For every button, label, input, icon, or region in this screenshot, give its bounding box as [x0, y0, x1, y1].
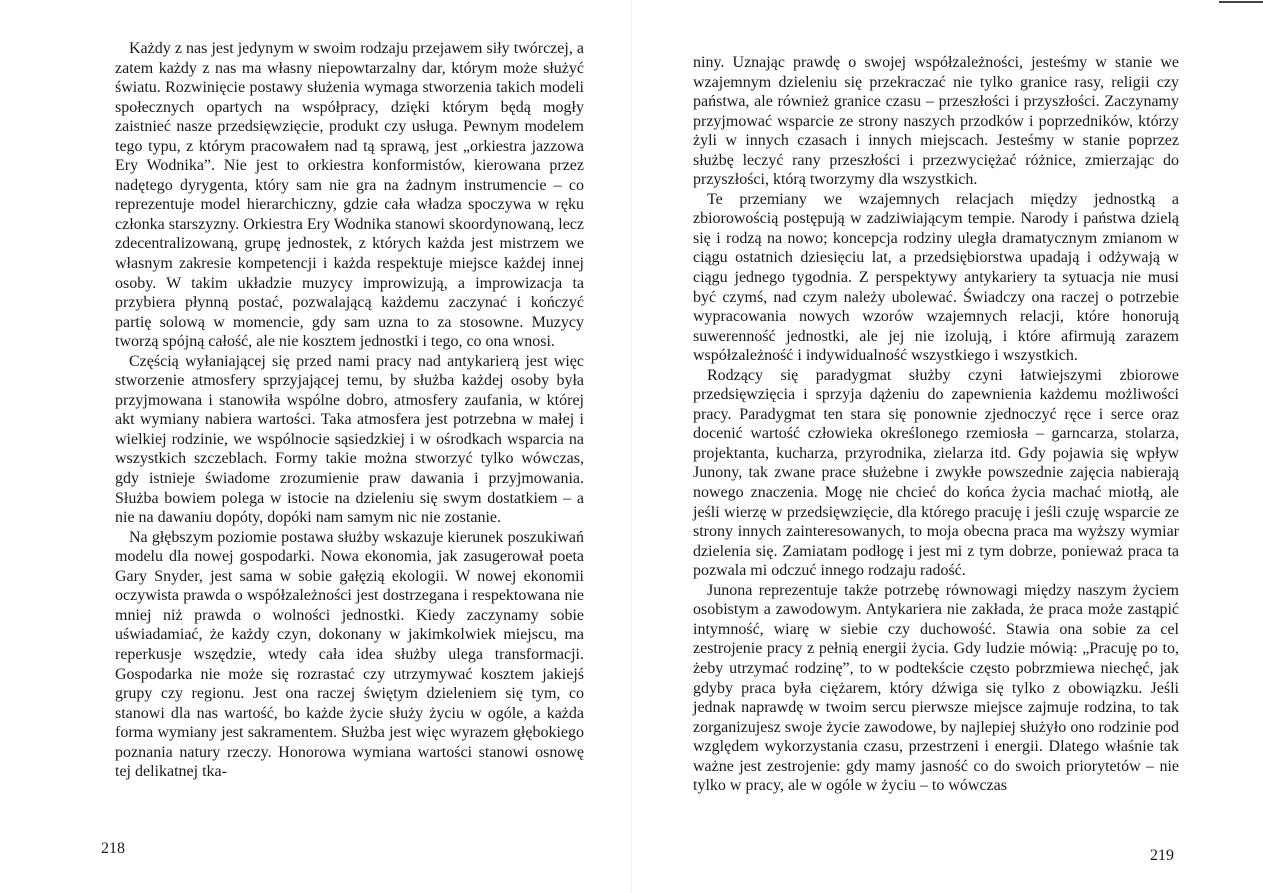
- top-edge-rule: [1219, 1, 1263, 3]
- paragraph: Częścią wyłaniającej się przed nami pracy nad antykarierą jest więc stworzenie atmosfery sprzyjającej temu, by służba każdej osoby była przyjmowana i stanowiła wspólne dobro, atmosfery zaufania, w której akt wymiany nabiera wartości. Taka atmosfera jest potrzebna w małej i wielkiej rodzinie, we wspólnocie sąsiedzkiej i w ośrodkach wsparcia na wszystkich szczeblach. Formy takie można stworzyć tylko wówczas, gdy istnieje świadome zrozumienie praw dawania i przyjmowania. Służba bowiem polega w istocie na dzieleniu się swym dostatkiem – a nie na dawaniu dopóty, dopóki nam samym nic nie zostanie.: [115, 352, 584, 527]
- left-page-body: [115, 39, 584, 782]
- paragraph: Rodzący się paradygmat służby czyni łatwiejszymi zbiorowe przedsięwzięcia i sprzyja dążeniu do zapewnienia każdemu możliwości pracy. Paradygmat ten stara się ponownie zjednoczyć ręce i serce oraz docenić wartość człowieka określonego rzemiosła – garncarza, stolarza, projektanta, kucharza, przyrodnika, zielarza itd. Gdy pojawia się wpływ Junony, tak zwane prace służebne i zwykłe powszednie zajęcia nabierają nowego znaczenia. Mogę nie chcieć do końca życia machać miotłą, ale jeśli wierzę w przedsięwzięcie, dla którego pracuję i jeśli czuję wsparcie ze strony innych zainteresowanych, to moja obecna praca ma wyższy wymiar dzielenia się. Zamiatam podłogę i jest mi z tym dobrze, ponieważ praca ta pozwala mi odczuć innego rodzaju radość.: [693, 366, 1179, 580]
- right-page: [631, 0, 1263, 893]
- paragraph: Na głębszym poziomie postawa służby wskazuje kierunek poszukiwań modelu dla nowej gospodarki. Nowa ekonomia, jak zasugerował poeta Gary Snyder, jest sama w sobie gałęzią ekologii. W nowej ekonomii oczywista prawda o współzależności jest dostrzegana i respektowana nie mniej niż prawda o wolności jednostki. Kiedy zaczynamy sobie uświadamiać, że każdy czyn, dokonany w jakimkolwiek miejscu, ma reperkusje wszędzie, wtedy cała idea służby ulega transformacji. Gospodarka nie może się rozrastać czy utrzymywać kosztem jakiejś grupy czy regionu. Jest ona raczej świętym dzieleniem się tym, co stanowi dla nas wartość, bo każde życie służy życiu w ogóle, a każda forma wymiany jest sakramentem. Służba jest więc wyrazem głębokiego poznania natury rzeczy. Honorowa wymiana wartości stanowi osnowę tej delikatnej tka-: [115, 528, 584, 781]
- right-page-body: [693, 53, 1179, 796]
- page-number-right: 219: [1150, 847, 1174, 864]
- paragraph: niny. Uznając prawdę o swojej współzależności, jesteśmy w stanie we wzajemnym dzieleniu się przekraczać nie tylko granice rasy, religii czy państwa, ale również granice czasu – przeszłości i przyszłości. Zaczynamy przyjmować wsparcie ze strony naszych przodków i poprzedników, którzy żyli w innych czasach i innych miejscach. Jesteśmy w stanie poprzez służbę leczyć rany przeszłości i przezwyciężać różnice, zmierzając do przyszłości, którą tworzymy dla wszystkich.: [693, 54, 1179, 189]
- paragraph: Junona reprezentuje także potrzebę równowagi między naszym życiem osobistym a zawodowym. Antykariera nie zakłada, że praca może zastąpić intymność, wiarę w siebie czy duchowość. Stawia ona sobie za cel zestrojenie pracy z pełnią energii życia. Gdy ludzie mówią: „Pracuję po to, żeby utrzymać rodzinę”, to w podtekście często pobrzmiewa niechęć, jak gdyby praca była ciężarem, który dźwiga się tylko z obowiązku. Jeśli jednak naprawdę w twoim sercu pierwsze miejsce zajmuje rodzina, to tak zorganizujesz swoje życie zawodowe, by najlepiej służyło ono rodzinie pod względem wykorzystania czasu, przestrzeni i energii. Dlatego właśnie tak ważne jest zestrojenie: gdy mamy jasność co do swoich priorytetów – nie tylko w pracy, ale w ogóle w życiu – to wówczas: [693, 581, 1179, 795]
- page-number-left: 218: [101, 840, 125, 857]
- paragraph: Każdy z nas jest jedynym w swoim rodzaju przejawem siły twórczej, a zatem każdy z nas ma własny niepowtarzalny dar, którym może służyć światu. Rozwinięcie postawy służenia wymaga stworzenia takich modeli społecznych opartych na współpracy, dzięki którym będą mogły zaistnieć nasze przedsięwzięcie, produkt czy usługa. Pewnym modelem tego typu, z którym pracowałem nad tą sprawą, jest „orkiestra jazzowa Ery Wodnika”. Nie jest to orkiestra konformistów, kierowana przez nadętego dyrygenta, który sam nie gra na żadnym instrumencie – co reprezentuje model hierarchiczny, gdzie cała władza spoczywa w ręku członka starszyzny. Orkiestra Ery Wodnika stanowi skoordynowaną, lecz zdecentralizowaną, grupę jednostek, z których każda jest mistrzem we własnym zakresie kompetencji i każda respektuje miejsce każdej innej osoby. W takim układzie muzycy improwizują, a improwizacja ta przybiera płynną postać, pozwalającą każdemu zaczynać i kończyć partię solową w momencie, gdy sam uzna to za stosowne. Muzycy tworzą spójną całość, ale nie kosztem jednostki i tego, co ona wnosi.: [115, 40, 584, 351]
- left-page: [0, 0, 631, 893]
- paragraph: Te przemiany we wzajemnych relacjach między jednostką a zbiorowością postępują w zadziwiającym tempie. Narody i państwa dzielą się i rodzą na nowo; koncepcja rodziny uległa dramatycznym zmianom w ciągu ostatnich dziesięciu lat, a przedsiębiorstwa upadają i odżywają w ciągu jednego tygodnia. Z perspektywy antykariery ta sytuacja nie musi być czymś, nad czym należy ubolewać. Świadczy ona raczej o potrzebie wypracowania nowych wzorów wzajemnych relacji, które honorują suwerenność jednostki, ale jej nie izolują, i które afirmują zarazem współzależność i indywidualność wszystkiego i wszystkich.: [693, 190, 1179, 365]
